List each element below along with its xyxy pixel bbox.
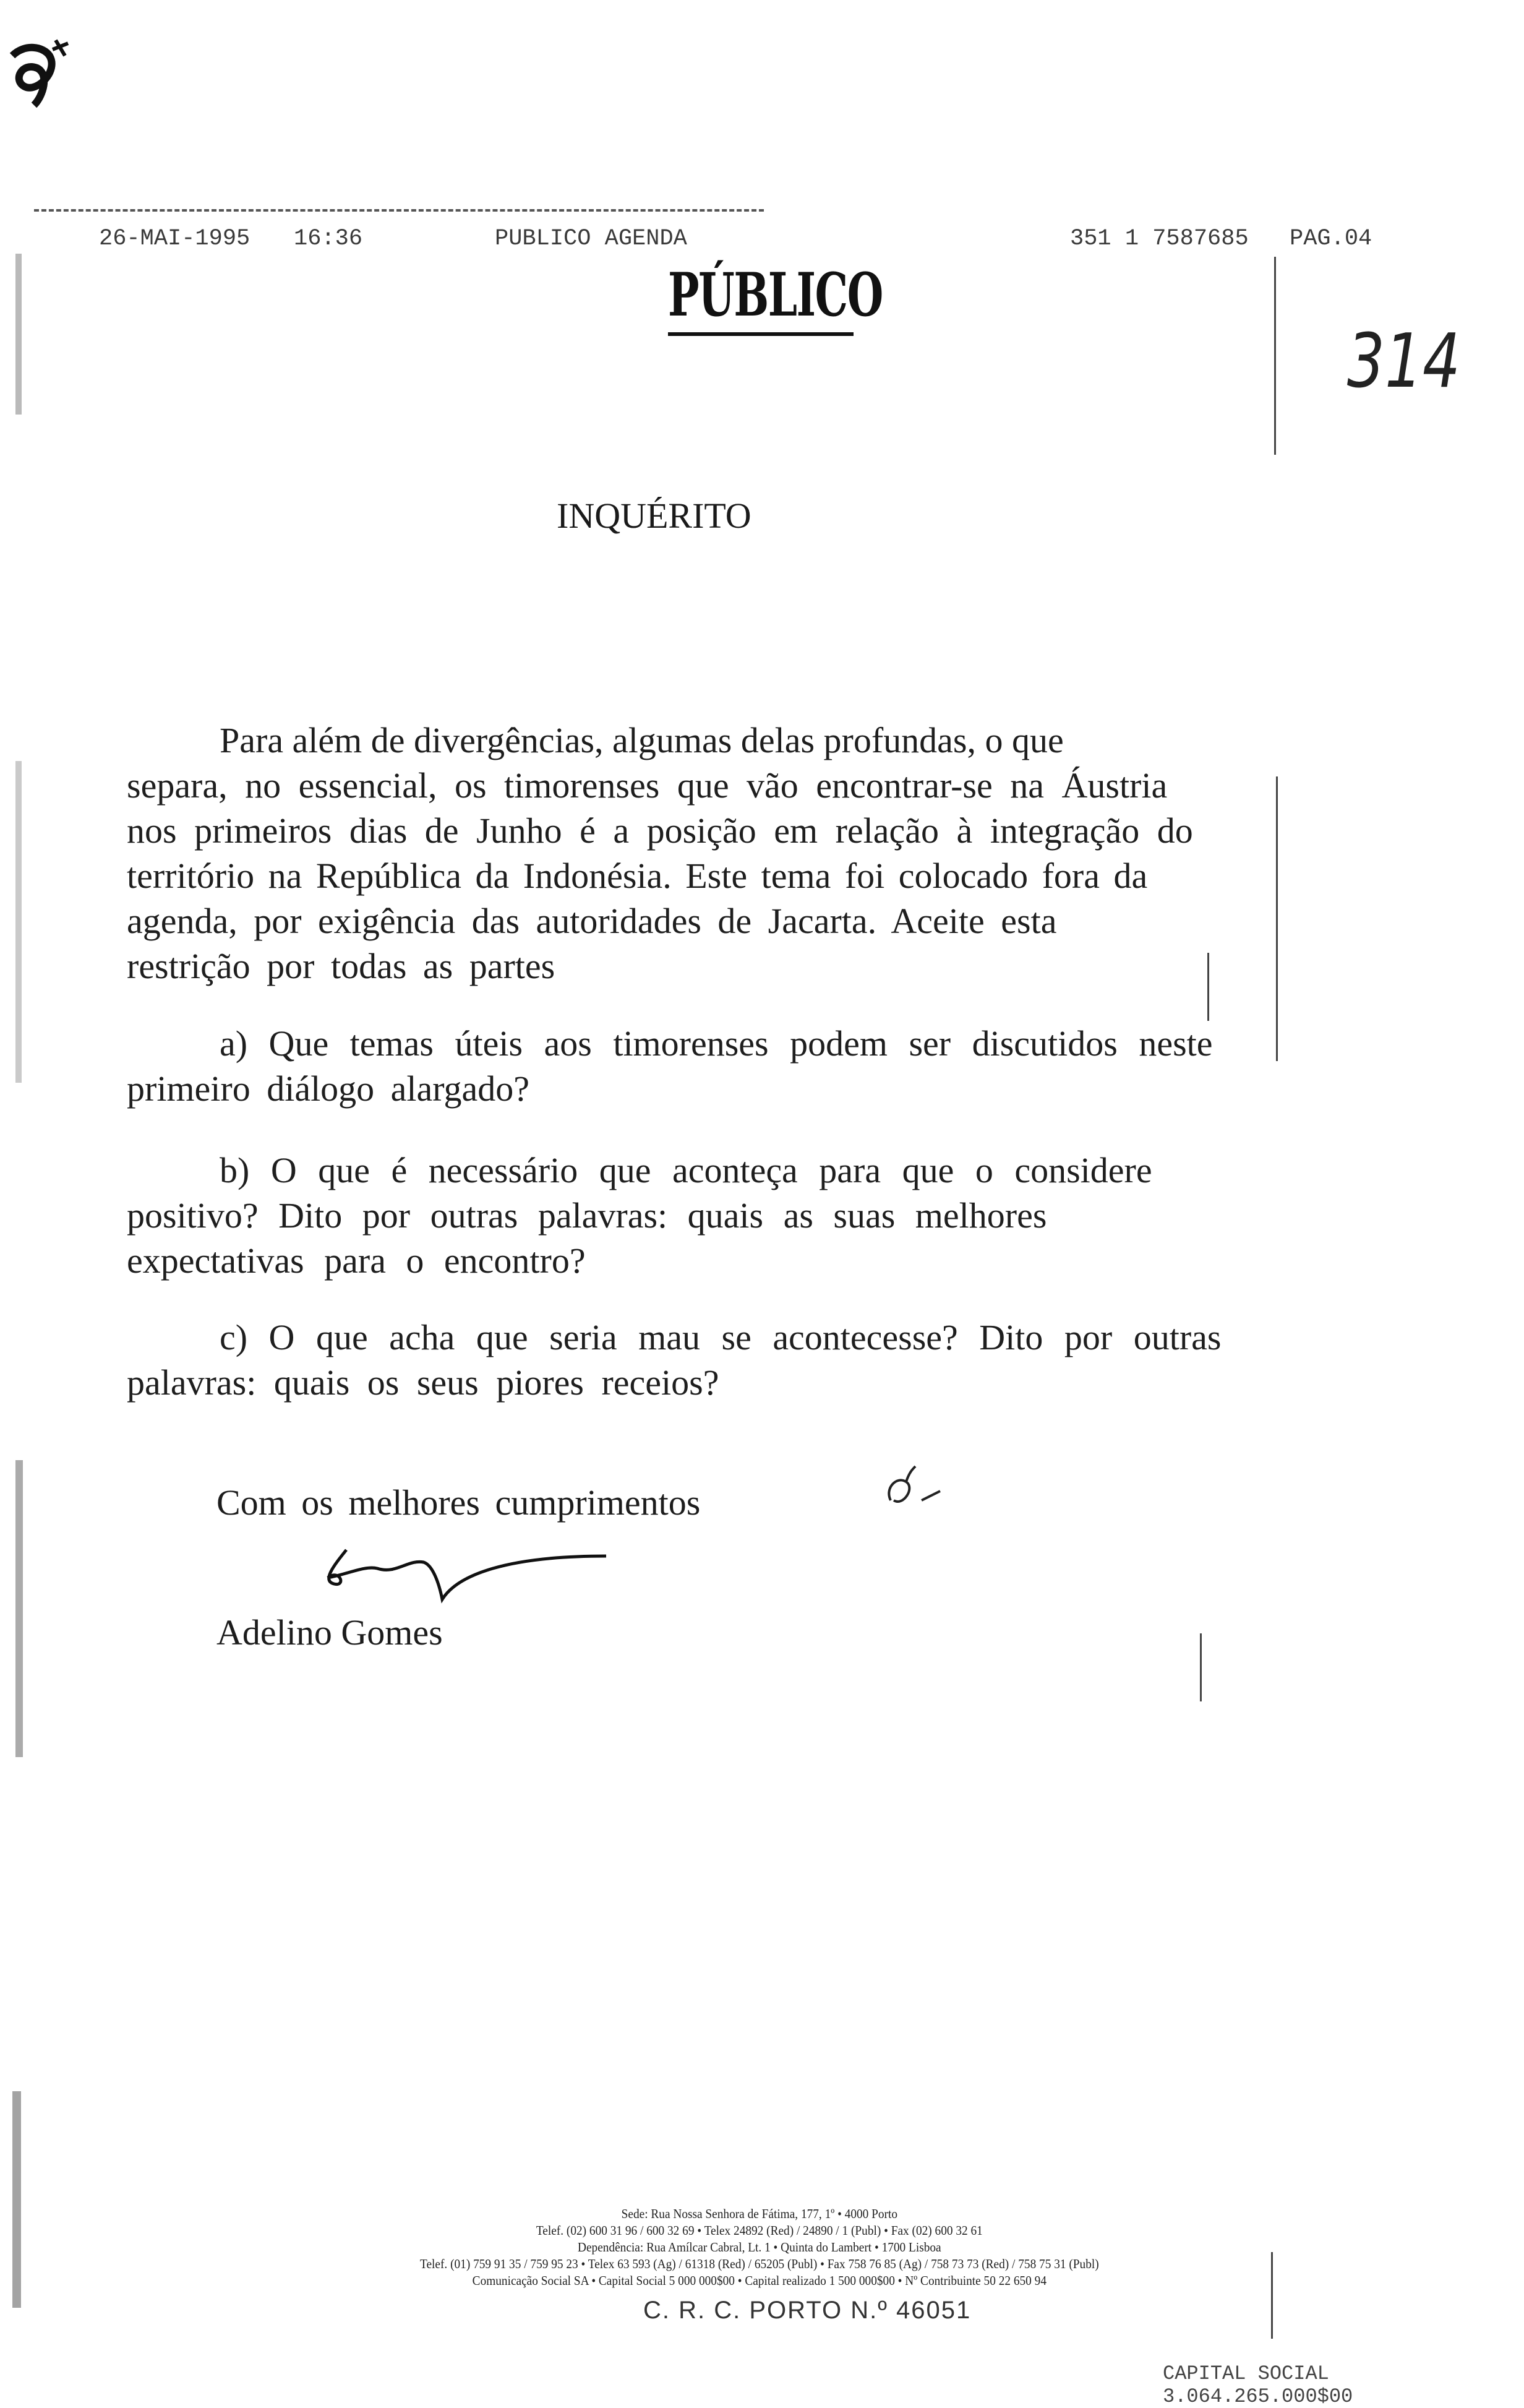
question-c: [127, 1315, 1382, 1405]
scan-noise: [15, 761, 22, 1083]
margin-line: [1200, 1633, 1202, 1701]
text-line: Para além de divergências, algumas delas profundas, o que: [220, 720, 1064, 760]
text-line: palavras: quais os seus piores receios?: [127, 1362, 719, 1403]
text-line: b) O que é necessário que aconteça para que o considere: [220, 1150, 1152, 1190]
text-line: primeiro diálogo alargado?: [127, 1069, 530, 1109]
margin-line: [1274, 257, 1276, 455]
footer-line: Telef. (01) 759 91 35 / 759 95 23 • Telex 63 593 (Ag) / 61318 (Red) / 65205 (Publ) • Fax 758 76 85 (Ag) / 758 73 73 (Red) / 758 75 31 (Publ): [420, 2256, 1099, 2271]
fax-header: [0, 207, 1524, 257]
text-line: expectativas para o encontro?: [127, 1241, 586, 1281]
closing-line: Com os melhores cumprimentos: [216, 1482, 701, 1523]
publico-masthead: PÚBLICO: [668, 260, 883, 330]
document-title: INQUÉRITO: [557, 496, 751, 536]
fax-page-number: PAG.04: [1290, 226, 1372, 252]
text-line: agenda, por exigência das autoridades de Jacarta. Aceite esta: [127, 901, 1057, 941]
handwritten-page-number: 314: [1346, 319, 1461, 405]
footer-line: Telef. (02) 600 31 96 / 600 32 69 • Telex 24892 (Red) / 24890 / 1 (Publ) • Fax (02) 600 32 61: [536, 2223, 983, 2238]
text-line: positivo? Dito por outras palavras: quais as suas melhores: [127, 1195, 1047, 1236]
intro-paragraph: [127, 718, 1382, 989]
fax-sender: PUBLICO AGENDA: [495, 226, 687, 252]
text-line: c) O que acha que seria mau se acontecesse? Dito por outras: [220, 1317, 1222, 1357]
text-line: restrição por todas as partes: [127, 946, 555, 986]
question-b: [127, 1148, 1382, 1283]
signatory-name: Adelino Gomes: [216, 1612, 443, 1653]
footer-line: Sede: Rua Nossa Senhora de Fátima, 177, 1º • 4000 Porto: [621, 2206, 898, 2221]
text-line: nos primeiros dias de Junho é a posição em relação à integração do: [127, 811, 1193, 851]
fax-date: 26-MAI-1995: [99, 226, 250, 252]
corner-scribble-icon: [0, 19, 87, 111]
text-line: a) Que temas úteis aos timorenses podem ser discutidos neste: [220, 1023, 1213, 1064]
capital-social: CAPITAL SOCIAL 3.064.265.000$00: [1163, 2362, 1353, 2408]
question-a: [127, 1021, 1382, 1111]
scan-noise: [15, 1460, 23, 1757]
fax-phone: 351 1 7587685: [1070, 226, 1249, 252]
crc-registration: C. R. C. PORTO N.º 46051: [643, 2297, 972, 2324]
footer-line: Comunicação Social SA • Capital Social 5 000 000$00 • Capital realizado 1 500 000$00 • Nº Contribuinte 50 22 650 94: [472, 2273, 1047, 2288]
scan-noise: [12, 2091, 21, 2308]
footer-line: Dependência: Rua Amílcar Cabral, Lt. 1 • Quinta do Lambert • 1700 Lisboa: [578, 2240, 941, 2255]
fax-time: 16:36: [294, 226, 363, 252]
company-footer: [58, 2206, 1460, 2289]
scan-noise: [15, 254, 22, 415]
signature-icon: [309, 1531, 680, 1624]
text-line: separa, no essencial, os timorenses que vão encontrar-se na Áustria: [127, 765, 1168, 806]
masthead-underline: [668, 332, 854, 336]
text-line: território na República da Indonésia. Este tema foi colocado fora da: [127, 856, 1148, 896]
handwritten-initials-icon: [878, 1463, 953, 1519]
